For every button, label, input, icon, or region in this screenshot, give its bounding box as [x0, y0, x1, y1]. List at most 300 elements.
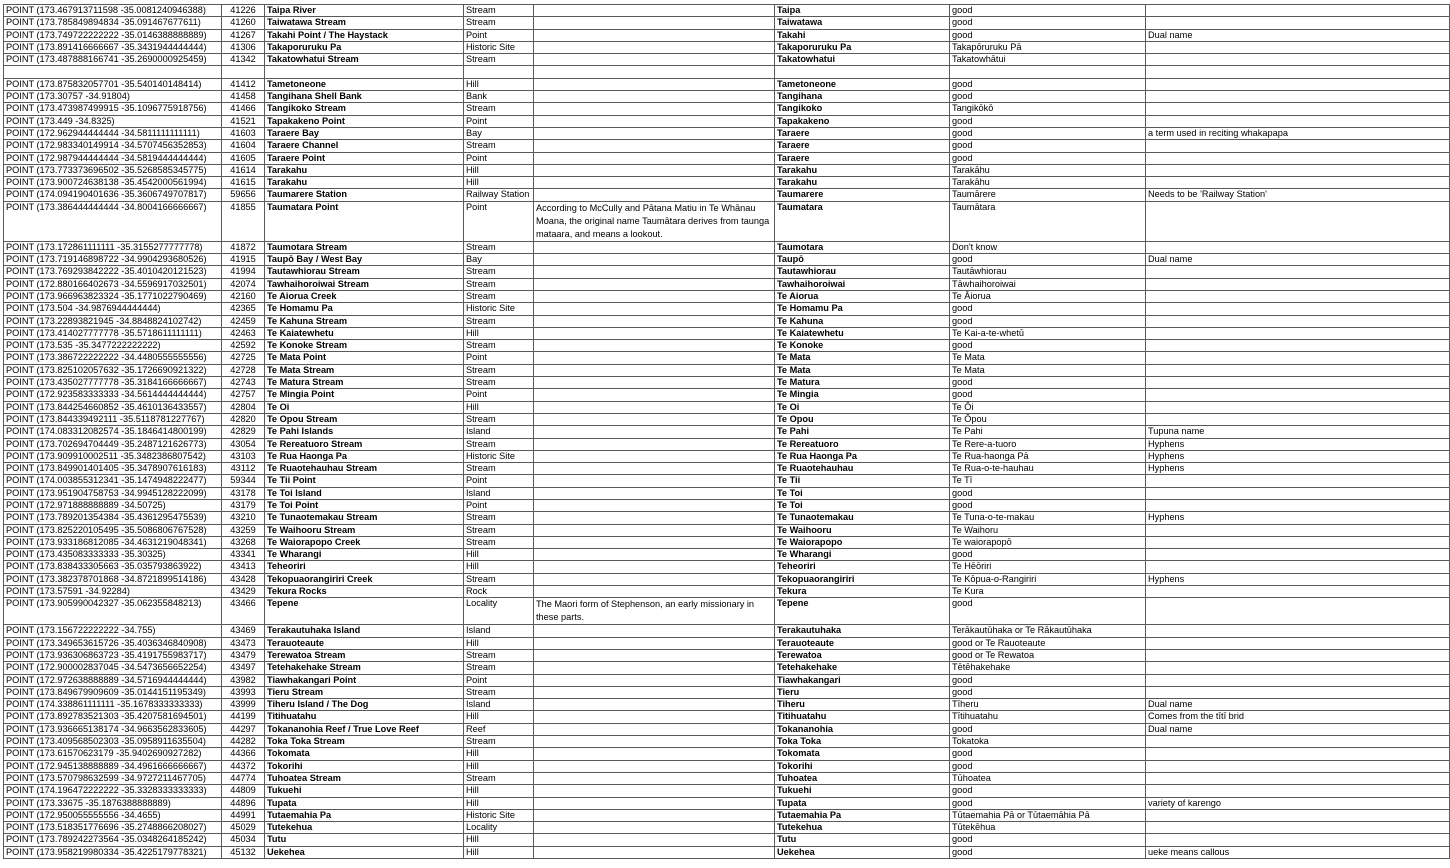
te-reo-name-cell[interactable]: Taraere — [775, 140, 950, 152]
place-name-cell[interactable]: Taumatara Point — [265, 201, 464, 241]
te-reo-name-cell[interactable]: Tokananohia — [775, 723, 950, 735]
description-cell[interactable] — [534, 549, 775, 561]
geometry-cell[interactable]: POINT (173.570798632599 -34.9727211467705) — [4, 772, 222, 784]
id-cell[interactable]: 43178 — [222, 487, 265, 499]
id-cell[interactable]: 45034 — [222, 834, 265, 846]
te-reo-name-cell[interactable]: Te Mata — [775, 364, 950, 376]
note-cell[interactable] — [1146, 54, 1450, 66]
id-cell[interactable]: 43413 — [222, 561, 265, 573]
geometry-cell[interactable]: POINT (173.875832057701 -35.540140148414) — [4, 78, 222, 90]
note-cell[interactable] — [1146, 487, 1450, 499]
note-cell[interactable] — [1146, 5, 1450, 17]
place-name-cell[interactable]: Terewatoa Stream — [265, 649, 464, 661]
note-cell[interactable] — [1146, 352, 1450, 364]
id-cell[interactable]: 43497 — [222, 662, 265, 674]
note-cell[interactable] — [1146, 649, 1450, 661]
geometry-cell[interactable]: POINT (174.003855312341 -35.1474948222477) — [4, 475, 222, 487]
note-cell[interactable] — [1146, 809, 1450, 821]
spelling-check-cell[interactable]: Tokatoka — [950, 736, 1146, 748]
feature-type-cell[interactable]: Stream — [464, 536, 534, 548]
feature-type-cell[interactable]: Stream — [464, 524, 534, 536]
geometry-cell[interactable]: POINT (173.966963823324 -35.1771022790469) — [4, 290, 222, 302]
feature-type-cell[interactable]: Point — [464, 389, 534, 401]
geometry-cell[interactable]: POINT (172.972638888889 -34.5716944444444) — [4, 674, 222, 686]
feature-type-cell[interactable]: Hill — [464, 327, 534, 339]
feature-type-cell[interactable]: Historic Site — [464, 41, 534, 53]
id-cell[interactable]: 41994 — [222, 266, 265, 278]
spelling-check-cell[interactable]: good — [950, 549, 1146, 561]
description-cell[interactable] — [534, 189, 775, 201]
te-reo-name-cell[interactable]: Te Konoke — [775, 340, 950, 352]
id-cell[interactable]: 41342 — [222, 54, 265, 66]
place-name-cell[interactable]: Te Pahi Islands — [265, 426, 464, 438]
te-reo-name-cell[interactable]: Tokorihi — [775, 760, 950, 772]
id-cell[interactable]: 43054 — [222, 438, 265, 450]
id-cell[interactable]: 43210 — [222, 512, 265, 524]
geometry-cell[interactable]: POINT (173.789201354384 -35.4361295475539) — [4, 512, 222, 524]
description-cell[interactable] — [534, 103, 775, 115]
place-name-cell[interactable]: Tieru Stream — [265, 686, 464, 698]
spelling-check-cell[interactable]: Tētēhakehake — [950, 662, 1146, 674]
spelling-check-cell[interactable]: Tautāwhiorau — [950, 266, 1146, 278]
geometry-cell[interactable]: POINT (173.891416666667 -35.3431944444444) — [4, 41, 222, 53]
note-cell[interactable] — [1146, 536, 1450, 548]
geometry-cell[interactable]: POINT (172.983340149914 -34.5707456352853) — [4, 140, 222, 152]
geometry-cell[interactable]: POINT (173.449 -34.8325) — [4, 115, 222, 127]
spelling-check-cell[interactable]: good — [950, 797, 1146, 809]
te-reo-name-cell[interactable]: Terauoteaute — [775, 637, 950, 649]
spelling-check-cell[interactable]: Tāwhaihoroiwai — [950, 278, 1146, 290]
feature-type-cell[interactable]: Hill — [464, 760, 534, 772]
description-cell[interactable] — [534, 711, 775, 723]
spelling-check-cell[interactable]: Te Ōpou — [950, 413, 1146, 425]
te-reo-name-cell[interactable] — [775, 66, 950, 78]
note-cell[interactable] — [1146, 241, 1450, 253]
description-cell[interactable] — [534, 760, 775, 772]
description-cell[interactable] — [534, 340, 775, 352]
feature-type-cell[interactable]: Stream — [464, 17, 534, 29]
spelling-check-cell[interactable]: good — [950, 499, 1146, 511]
feature-type-cell[interactable]: Stream — [464, 290, 534, 302]
id-cell[interactable]: 41872 — [222, 241, 265, 253]
description-cell[interactable] — [534, 254, 775, 266]
spelling-check-cell[interactable]: Tangikōkō — [950, 103, 1146, 115]
note-cell[interactable] — [1146, 17, 1450, 29]
geometry-cell[interactable]: POINT (172.987944444444 -34.5819444444444) — [4, 152, 222, 164]
geometry-cell[interactable]: POINT (173.892783521303 -35.4207581694501) — [4, 711, 222, 723]
geometry-cell[interactable]: POINT (173.518351776696 -35.2748866208027) — [4, 822, 222, 834]
description-cell[interactable] — [534, 524, 775, 536]
place-name-cell[interactable]: Taiwatawa Stream — [265, 17, 464, 29]
description-cell[interactable] — [534, 637, 775, 649]
note-cell[interactable] — [1146, 340, 1450, 352]
feature-type-cell[interactable]: Stream — [464, 686, 534, 698]
te-reo-name-cell[interactable]: Taumatara — [775, 201, 950, 241]
description-cell[interactable] — [534, 78, 775, 90]
place-name-cell[interactable]: Taraere Channel — [265, 140, 464, 152]
feature-type-cell[interactable]: Hill — [464, 549, 534, 561]
place-name-cell[interactable]: Tekura Rocks — [265, 586, 464, 598]
spelling-check-cell[interactable]: good — [950, 254, 1146, 266]
id-cell[interactable]: 41458 — [222, 91, 265, 103]
id-cell[interactable]: 43428 — [222, 573, 265, 585]
te-reo-name-cell[interactable]: Tieru — [775, 686, 950, 698]
id-cell[interactable]: 42365 — [222, 303, 265, 315]
feature-type-cell[interactable]: Stream — [464, 573, 534, 585]
spelling-check-cell[interactable]: Tūtaemahia Pā or Tūtaemāhia Pā — [950, 809, 1146, 821]
note-cell[interactable] — [1146, 674, 1450, 686]
note-cell[interactable] — [1146, 413, 1450, 425]
te-reo-name-cell[interactable]: Te Waihooru — [775, 524, 950, 536]
note-cell[interactable]: Hyphens — [1146, 512, 1450, 524]
place-name-cell[interactable]: Te Opou Stream — [265, 413, 464, 425]
description-cell[interactable] — [534, 278, 775, 290]
te-reo-name-cell[interactable]: Taumarere — [775, 189, 950, 201]
te-reo-name-cell[interactable]: Uekehea — [775, 846, 950, 858]
description-cell[interactable] — [534, 809, 775, 821]
note-cell[interactable] — [1146, 78, 1450, 90]
geometry-cell[interactable]: POINT (173.467913711598 -35.0081240946388) — [4, 5, 222, 17]
feature-type-cell[interactable]: Hill — [464, 637, 534, 649]
id-cell[interactable]: 43466 — [222, 598, 265, 625]
note-cell[interactable] — [1146, 401, 1450, 413]
feature-type-cell[interactable]: Point — [464, 115, 534, 127]
te-reo-name-cell[interactable]: Te Wharangi — [775, 549, 950, 561]
geometry-cell[interactable]: POINT (173.785849894834 -35.091467677611) — [4, 17, 222, 29]
description-cell[interactable] — [534, 327, 775, 339]
feature-type-cell[interactable]: Locality — [464, 822, 534, 834]
spelling-check-cell[interactable]: Te waiorapopō — [950, 536, 1146, 548]
geometry-cell[interactable]: POINT (173.702694704449 -35.2487121626773) — [4, 438, 222, 450]
te-reo-name-cell[interactable]: Tukuehi — [775, 785, 950, 797]
description-cell[interactable] — [534, 54, 775, 66]
feature-type-cell[interactable]: Island — [464, 625, 534, 637]
spelling-check-cell[interactable]: Taumārere — [950, 189, 1146, 201]
spelling-check-cell[interactable]: good — [950, 340, 1146, 352]
description-cell[interactable] — [534, 797, 775, 809]
id-cell[interactable]: 43982 — [222, 674, 265, 686]
spelling-check-cell[interactable]: Tarakāhu — [950, 177, 1146, 189]
place-name-cell[interactable]: Taraere Bay — [265, 127, 464, 139]
note-cell[interactable] — [1146, 303, 1450, 315]
description-cell[interactable] — [534, 487, 775, 499]
note-cell[interactable]: ueke means callous — [1146, 846, 1450, 858]
spelling-check-cell[interactable]: Te Mata — [950, 352, 1146, 364]
geometry-cell[interactable]: POINT (173.844339492111 -35.5118781227767) — [4, 413, 222, 425]
feature-type-cell[interactable]: Hill — [464, 711, 534, 723]
place-name-cell[interactable]: Toka Toka Stream — [265, 736, 464, 748]
te-reo-name-cell[interactable]: Tautawhiorau — [775, 266, 950, 278]
spelling-check-cell[interactable]: Te Rua-o-te-hauhau — [950, 463, 1146, 475]
description-cell[interactable] — [534, 561, 775, 573]
spelling-check-cell[interactable]: Tīheru — [950, 699, 1146, 711]
id-cell[interactable]: 42829 — [222, 426, 265, 438]
te-reo-name-cell[interactable]: Tutekehua — [775, 822, 950, 834]
note-cell[interactable] — [1146, 785, 1450, 797]
description-cell[interactable] — [534, 785, 775, 797]
description-cell[interactable] — [534, 290, 775, 302]
te-reo-name-cell[interactable]: Tupata — [775, 797, 950, 809]
place-name-cell[interactable]: Te Toi Island — [265, 487, 464, 499]
spelling-check-cell[interactable]: good — [950, 140, 1146, 152]
geometry-cell[interactable]: POINT (173.909910002511 -35.3482386807542) — [4, 450, 222, 462]
spelling-check-cell[interactable]: Taumātara — [950, 201, 1146, 241]
spelling-check-cell[interactable]: Tūhoatea — [950, 772, 1146, 784]
geometry-cell[interactable] — [4, 66, 222, 78]
note-cell[interactable] — [1146, 772, 1450, 784]
note-cell[interactable]: Needs to be 'Railway Station' — [1146, 189, 1450, 201]
note-cell[interactable]: Hyphens — [1146, 438, 1450, 450]
feature-type-cell[interactable]: Hill — [464, 177, 534, 189]
feature-type-cell[interactable]: Stream — [464, 340, 534, 352]
feature-type-cell[interactable]: Rock — [464, 586, 534, 598]
id-cell[interactable]: 42463 — [222, 327, 265, 339]
te-reo-name-cell[interactable]: Takahi — [775, 29, 950, 41]
geometry-cell[interactable]: POINT (172.945138888889 -34.4961666666667) — [4, 760, 222, 772]
te-reo-name-cell[interactable]: Taiwatawa — [775, 17, 950, 29]
spelling-check-cell[interactable]: Te Pahi — [950, 426, 1146, 438]
place-name-cell[interactable]: Te Tunaotemakau Stream — [265, 512, 464, 524]
id-cell[interactable]: 42757 — [222, 389, 265, 401]
place-name-cell[interactable]: Te Mingia Point — [265, 389, 464, 401]
te-reo-name-cell[interactable]: Terewatoa — [775, 649, 950, 661]
description-cell[interactable] — [534, 177, 775, 189]
id-cell[interactable]: 41604 — [222, 140, 265, 152]
feature-type-cell[interactable]: Hill — [464, 561, 534, 573]
te-reo-name-cell[interactable]: Te Mingia — [775, 389, 950, 401]
te-reo-name-cell[interactable]: Taumotara — [775, 241, 950, 253]
te-reo-name-cell[interactable]: Tapakakeno — [775, 115, 950, 127]
feature-type-cell[interactable]: Point — [464, 201, 534, 241]
id-cell[interactable]: 44297 — [222, 723, 265, 735]
spelling-check-cell[interactable]: good — [950, 127, 1146, 139]
note-cell[interactable] — [1146, 549, 1450, 561]
place-name-cell[interactable]: Tokorihi — [265, 760, 464, 772]
id-cell[interactable]: 42074 — [222, 278, 265, 290]
te-reo-name-cell[interactable]: Te Waiorapopo — [775, 536, 950, 548]
feature-type-cell[interactable]: Stream — [464, 140, 534, 152]
place-name-cell[interactable]: Tiheru Island / The Dog — [265, 699, 464, 711]
geometry-cell[interactable]: POINT (173.504 -34.9876944444444) — [4, 303, 222, 315]
te-reo-name-cell[interactable]: Tekura — [775, 586, 950, 598]
description-cell[interactable] — [534, 512, 775, 524]
te-reo-name-cell[interactable]: Te Kahuna — [775, 315, 950, 327]
note-cell[interactable] — [1146, 152, 1450, 164]
geometry-cell[interactable]: POINT (173.349653615726 -35.4036346840908) — [4, 637, 222, 649]
geometry-cell[interactable]: POINT (173.33675 -35.1876388888889) — [4, 797, 222, 809]
geometry-cell[interactable]: POINT (173.22893821945 -34.8848824102742) — [4, 315, 222, 327]
id-cell[interactable]: 42725 — [222, 352, 265, 364]
geometry-cell[interactable]: POINT (172.962944444444 -34.5811111111111) — [4, 127, 222, 139]
feature-type-cell[interactable]: Point — [464, 152, 534, 164]
description-cell[interactable] — [534, 91, 775, 103]
feature-type-cell[interactable]: Bay — [464, 127, 534, 139]
description-cell[interactable] — [534, 573, 775, 585]
note-cell[interactable]: Dual name — [1146, 254, 1450, 266]
geometry-cell[interactable]: POINT (173.936306863723 -35.4191755983717) — [4, 649, 222, 661]
note-cell[interactable] — [1146, 266, 1450, 278]
te-reo-name-cell[interactable]: Tarakahu — [775, 164, 950, 176]
feature-type-cell[interactable]: Hill — [464, 164, 534, 176]
place-name-cell[interactable]: Takahi Point / The Haystack — [265, 29, 464, 41]
feature-type-cell[interactable]: Hill — [464, 785, 534, 797]
note-cell[interactable] — [1146, 41, 1450, 53]
place-name-cell[interactable]: Te Waiorapopo Creek — [265, 536, 464, 548]
te-reo-name-cell[interactable]: Te Toi — [775, 499, 950, 511]
description-cell[interactable] — [534, 772, 775, 784]
geometry-cell[interactable]: POINT (173.849901401405 -35.3478907616183) — [4, 463, 222, 475]
place-name-cell[interactable]: Tarakahu — [265, 177, 464, 189]
spelling-check-cell[interactable]: good — [950, 303, 1146, 315]
description-cell[interactable] — [534, 5, 775, 17]
place-name-cell[interactable]: Terakautuhaka Island — [265, 625, 464, 637]
description-cell[interactable] — [534, 41, 775, 53]
note-cell[interactable]: a term used in reciting whakapapa — [1146, 127, 1450, 139]
description-cell[interactable] — [534, 115, 775, 127]
place-name-cell[interactable]: Tokananohia Reef / True Love Reef — [265, 723, 464, 735]
spelling-check-cell[interactable]: Te Kai-a-te-whetū — [950, 327, 1146, 339]
id-cell[interactable]: 41915 — [222, 254, 265, 266]
description-cell[interactable] — [534, 625, 775, 637]
note-cell[interactable]: Dual name — [1146, 723, 1450, 735]
note-cell[interactable]: Dual name — [1146, 699, 1450, 711]
description-cell[interactable] — [534, 29, 775, 41]
id-cell[interactable]: 41614 — [222, 164, 265, 176]
feature-type-cell[interactable]: Point — [464, 475, 534, 487]
description-cell[interactable] — [534, 389, 775, 401]
te-reo-name-cell[interactable]: Tametoneone — [775, 78, 950, 90]
geometry-cell[interactable]: POINT (173.951904758753 -34.9945128222099) — [4, 487, 222, 499]
feature-type-cell[interactable]: Stream — [464, 772, 534, 784]
place-name-cell[interactable]: Tekopuaorangiriri Creek — [265, 573, 464, 585]
spelling-check-cell[interactable]: good — [950, 17, 1146, 29]
te-reo-name-cell[interactable]: Tepene — [775, 598, 950, 625]
id-cell[interactable]: 44991 — [222, 809, 265, 821]
feature-type-cell[interactable]: Stream — [464, 512, 534, 524]
note-cell[interactable] — [1146, 66, 1450, 78]
note-cell[interactable] — [1146, 91, 1450, 103]
id-cell[interactable]: 42160 — [222, 290, 265, 302]
note-cell[interactable] — [1146, 736, 1450, 748]
spelling-check-cell[interactable]: Te Tī — [950, 475, 1146, 487]
te-reo-name-cell[interactable]: Taipa — [775, 5, 950, 17]
id-cell[interactable]: 41226 — [222, 5, 265, 17]
te-reo-name-cell[interactable]: Te Tunaotemakau — [775, 512, 950, 524]
feature-type-cell[interactable] — [464, 66, 534, 78]
id-cell[interactable]: 42804 — [222, 401, 265, 413]
spelling-check-cell[interactable] — [950, 66, 1146, 78]
feature-type-cell[interactable]: Island — [464, 487, 534, 499]
geometry-cell[interactable]: POINT (173.773373696502 -35.5268585345775) — [4, 164, 222, 176]
feature-type-cell[interactable]: Locality — [464, 598, 534, 625]
feature-type-cell[interactable]: Island — [464, 426, 534, 438]
place-name-cell[interactable]: Tautawhiorau Stream — [265, 266, 464, 278]
place-name-cell[interactable]: Te Konoke Stream — [265, 340, 464, 352]
te-reo-name-cell[interactable]: Titihuatahu — [775, 711, 950, 723]
id-cell[interactable]: 43469 — [222, 625, 265, 637]
note-cell[interactable] — [1146, 377, 1450, 389]
geometry-cell[interactable]: POINT (173.386444444444 -34.8004166666667) — [4, 201, 222, 241]
description-cell[interactable] — [534, 748, 775, 760]
description-cell[interactable] — [534, 164, 775, 176]
geometry-cell[interactable]: POINT (174.094190401636 -35.3606749707817) — [4, 189, 222, 201]
note-cell[interactable] — [1146, 115, 1450, 127]
place-name-cell[interactable]: Tutekehua — [265, 822, 464, 834]
note-cell[interactable]: Comes from the tītī brid — [1146, 711, 1450, 723]
description-cell[interactable] — [534, 822, 775, 834]
feature-type-cell[interactable]: Stream — [464, 5, 534, 17]
spelling-check-cell[interactable]: good — [950, 5, 1146, 17]
te-reo-name-cell[interactable]: Te Homamu Pa — [775, 303, 950, 315]
place-name-cell[interactable]: Tokomata — [265, 748, 464, 760]
place-name-cell[interactable]: Tawhaihoroiwai Stream — [265, 278, 464, 290]
spelling-check-cell[interactable]: good — [950, 846, 1146, 858]
place-name-cell[interactable]: Te Tii Point — [265, 475, 464, 487]
geometry-cell[interactable]: POINT (173.386722222222 -34.4480555555556) — [4, 352, 222, 364]
place-name-cell[interactable]: Te Toi Point — [265, 499, 464, 511]
place-name-cell[interactable]: Te Ruaotehauhau Stream — [265, 463, 464, 475]
spelling-check-cell[interactable]: Te Tuna-o-te-makau — [950, 512, 1146, 524]
geometry-cell[interactable]: POINT (173.61570623179 -35.9402690927282) — [4, 748, 222, 760]
description-cell[interactable] — [534, 66, 775, 78]
place-name-cell[interactable]: Tutaemahia Pa — [265, 809, 464, 821]
feature-type-cell[interactable]: Stream — [464, 54, 534, 66]
feature-type-cell[interactable]: Stream — [464, 266, 534, 278]
id-cell[interactable]: 41605 — [222, 152, 265, 164]
description-cell[interactable] — [534, 438, 775, 450]
te-reo-name-cell[interactable]: Toka Toka — [775, 736, 950, 748]
te-reo-name-cell[interactable]: Te Oi — [775, 401, 950, 413]
note-cell[interactable] — [1146, 748, 1450, 760]
te-reo-name-cell[interactable]: Tetehakehake — [775, 662, 950, 674]
description-cell[interactable] — [534, 736, 775, 748]
place-name-cell[interactable]: Tametoneone — [265, 78, 464, 90]
place-name-cell[interactable]: Te Homamu Pa — [265, 303, 464, 315]
feature-type-cell[interactable]: Stream — [464, 377, 534, 389]
note-cell[interactable] — [1146, 598, 1450, 625]
note-cell[interactable] — [1146, 625, 1450, 637]
id-cell[interactable]: 43429 — [222, 586, 265, 598]
spelling-check-cell[interactable]: good or Te Rewatoa — [950, 649, 1146, 661]
feature-type-cell[interactable]: Stream — [464, 241, 534, 253]
geometry-cell[interactable]: POINT (173.535 -35.3477222222222) — [4, 340, 222, 352]
id-cell[interactable]: 44372 — [222, 760, 265, 772]
id-cell[interactable]: 41267 — [222, 29, 265, 41]
geometry-cell[interactable]: POINT (173.789242273564 -35.0348264185242) — [4, 834, 222, 846]
geometry-cell[interactable]: POINT (173.905990042327 -35.062355848213) — [4, 598, 222, 625]
description-cell[interactable] — [534, 649, 775, 661]
id-cell[interactable]: 43259 — [222, 524, 265, 536]
note-cell[interactable] — [1146, 475, 1450, 487]
te-reo-name-cell[interactable]: Tiawhakangari — [775, 674, 950, 686]
feature-type-cell[interactable]: Stream — [464, 463, 534, 475]
place-name-cell[interactable]: Tupata — [265, 797, 464, 809]
id-cell[interactable]: 43112 — [222, 463, 265, 475]
description-cell[interactable] — [534, 241, 775, 253]
description-cell[interactable] — [534, 352, 775, 364]
note-cell[interactable]: Hyphens — [1146, 450, 1450, 462]
note-cell[interactable]: Hyphens — [1146, 573, 1450, 585]
feature-type-cell[interactable]: Stream — [464, 736, 534, 748]
description-cell[interactable] — [534, 475, 775, 487]
note-cell[interactable] — [1146, 586, 1450, 598]
place-name-cell[interactable]: Tarakahu — [265, 164, 464, 176]
spelling-check-cell[interactable]: good — [950, 748, 1146, 760]
id-cell[interactable]: 41855 — [222, 201, 265, 241]
description-cell[interactable] — [534, 364, 775, 376]
note-cell[interactable] — [1146, 364, 1450, 376]
spelling-check-cell[interactable]: good — [950, 785, 1146, 797]
